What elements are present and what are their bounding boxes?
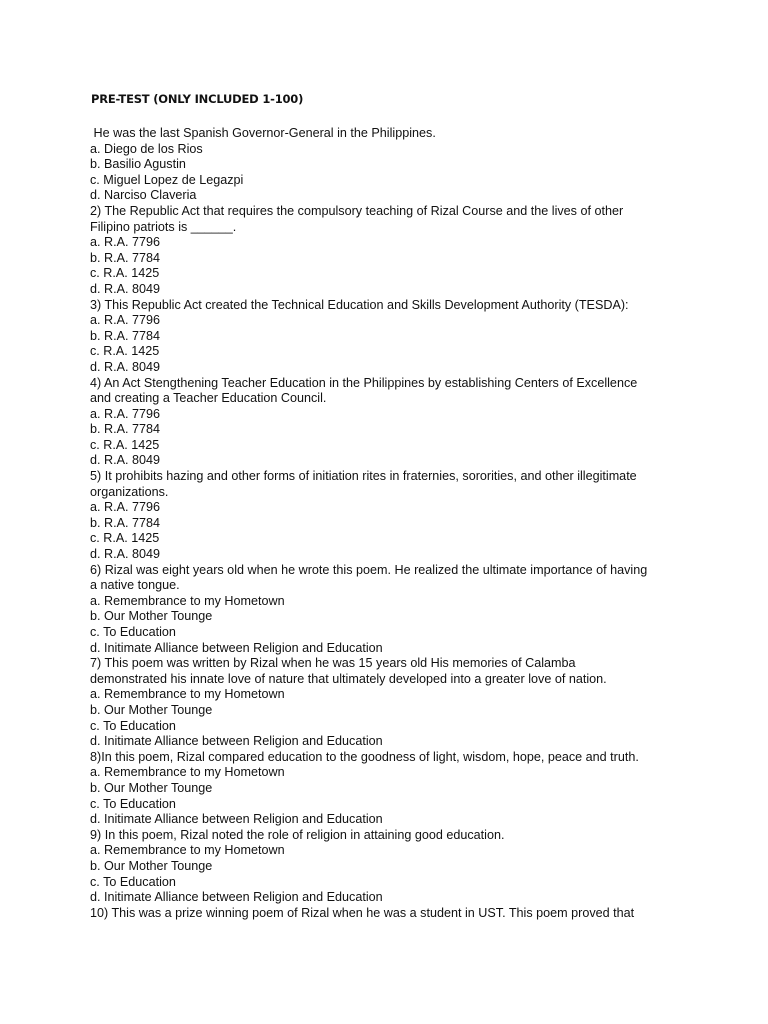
text-line: 2) The Republic Act that requires the compulsory teaching of Rizal Course and the lives of other bbox=[90, 203, 624, 218]
text-line: a. Remembrance to my Hometown bbox=[90, 843, 285, 858]
text-line: d. R.A. 8049 bbox=[90, 453, 161, 468]
text-line: d. Initimate Alliance between Religion and Education bbox=[90, 734, 383, 749]
text-line: d. R.A. 8049 bbox=[90, 359, 161, 374]
text-line: d. Initimate Alliance between Religion and Education bbox=[90, 640, 383, 655]
text-line: organizations. bbox=[90, 484, 169, 499]
document-body bbox=[90, 126, 710, 921]
text-line: d. R.A. 8049 bbox=[90, 547, 161, 562]
text-line: a. Remembrance to my Hometown bbox=[90, 593, 285, 608]
page-title: PRE-TEST (ONLY INCLUDED 1-100) bbox=[91, 92, 304, 106]
text-line: a. Diego de los Rios bbox=[90, 141, 203, 156]
text-line: 9) In this poem, Rizal noted the role of religion in attaining good education. bbox=[90, 827, 505, 842]
text-line: 5) It prohibits hazing and other forms of initiation rites in fraternies, sororities, and other illegitimate bbox=[90, 469, 637, 484]
text-line: c. R.A. 1425 bbox=[90, 266, 160, 281]
text-line: Filipino patriots is ______. bbox=[90, 219, 237, 234]
text-line: b. Our Mother Tounge bbox=[90, 609, 213, 624]
text-line: b. R.A. 7784 bbox=[90, 515, 161, 530]
text-line: d. Narciso Claveria bbox=[90, 188, 197, 203]
text-line: a. Remembrance to my Hometown bbox=[90, 765, 285, 780]
text-line: demonstrated his innate love of nature that ultimately developed into a greater love of nation. bbox=[90, 671, 607, 686]
text-line: b. Basilio Agustin bbox=[90, 157, 186, 172]
text-line: and creating a Teacher Education Council. bbox=[90, 391, 327, 406]
text-line: b. R.A. 7784 bbox=[90, 422, 161, 437]
text-line: b. Our Mother Tounge bbox=[90, 780, 213, 795]
text-line: a. R.A. 7796 bbox=[90, 500, 161, 515]
text-line: a. R.A. 7796 bbox=[90, 406, 161, 421]
text-line: a. R.A. 7796 bbox=[90, 313, 161, 328]
text-line: b. Our Mother Tounge bbox=[90, 858, 213, 873]
text-line: 6) Rizal was eight years old when he wrote this poem. He realized the ultimate importance of having bbox=[90, 562, 648, 577]
text-line: b. R.A. 7784 bbox=[90, 328, 161, 343]
text-line: a. R.A. 7796 bbox=[90, 235, 161, 250]
text-line: d. R.A. 8049 bbox=[90, 281, 161, 296]
text-line: c. Miguel Lopez de Legazpi bbox=[90, 172, 244, 187]
text-line: 3) This Republic Act created the Technical Education and Skills Development Authority (TESDA): bbox=[90, 297, 629, 312]
text-line: a. Remembrance to my Hometown bbox=[90, 687, 285, 702]
text-line: d. Initimate Alliance between Religion and Education bbox=[90, 890, 383, 905]
text-line: c. To Education bbox=[90, 625, 176, 639]
text-line: He was the last Spanish Governor-General in the Philippines. bbox=[90, 126, 436, 140]
text-line: c. R.A. 1425 bbox=[90, 437, 160, 452]
text-line: c. To Education bbox=[90, 718, 176, 733]
text-line: a native tongue. bbox=[90, 578, 180, 593]
text-line: c. R.A. 1425 bbox=[90, 531, 160, 546]
text-line: c. To Education bbox=[90, 874, 176, 889]
text-line: 7) This poem was written by Rizal when he was 15 years old His memories of Calamba bbox=[90, 656, 576, 671]
text-line: 4) An Act Stengthening Teacher Education in the Philippines by establishing Centers of Excellence bbox=[90, 375, 638, 390]
text-line: d. Initimate Alliance between Religion and Education bbox=[90, 812, 383, 827]
text-line: 10) This was a prize winning poem of Rizal when he was a student in UST. This poem proved that bbox=[90, 905, 635, 920]
text-line: 8)In this poem, Rizal compared education to the goodness of light, wisdom, hope, peace and truth. bbox=[90, 749, 639, 764]
text-line: c. To Education bbox=[90, 796, 176, 811]
text-line: c. R.A. 1425 bbox=[90, 344, 160, 359]
text-line: b. Our Mother Tounge bbox=[90, 702, 213, 717]
text-line: b. R.A. 7784 bbox=[90, 250, 161, 265]
